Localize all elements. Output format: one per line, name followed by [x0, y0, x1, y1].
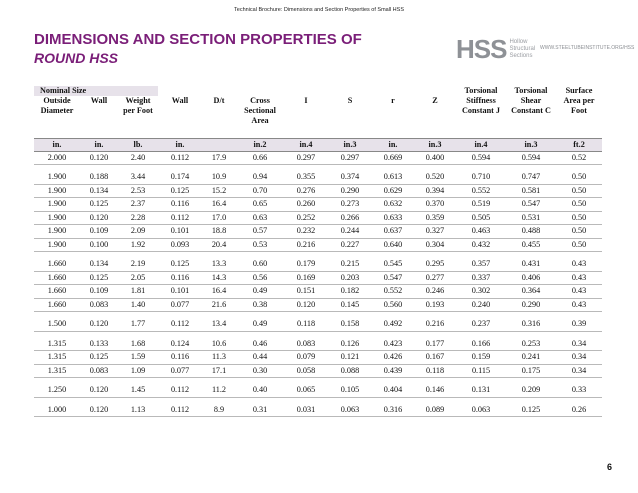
- table-cell: 0.109: [80, 225, 118, 239]
- table-row: [34, 225, 602, 239]
- table-cell: 0.215: [328, 258, 372, 271]
- table-cell: 0.355: [284, 171, 328, 184]
- table-cell: 0.131: [456, 384, 506, 397]
- table-cell: 1.315: [34, 351, 80, 365]
- table-cell: 1.660: [34, 258, 80, 271]
- column-header: Z: [432, 96, 438, 105]
- table-cell: 0.519: [456, 198, 506, 212]
- table-cell: 0.145: [328, 298, 372, 312]
- table-cell: 0.520: [414, 171, 456, 184]
- table-cell: 0.505: [456, 211, 506, 225]
- table-cell: 0.439: [372, 364, 414, 378]
- table-cell: 1.900: [34, 184, 80, 198]
- table-cell: 0.151: [284, 285, 328, 299]
- table-cell: 0.109: [80, 285, 118, 299]
- table-cell: 0.594: [456, 151, 506, 165]
- table-cell: 0.53: [236, 238, 284, 252]
- table-cell: 0.112: [158, 151, 202, 165]
- unit-cell: ft.2: [556, 138, 602, 151]
- table-cell: 0.640: [372, 238, 414, 252]
- column-header: r: [391, 96, 395, 105]
- table-cell: 0.400: [414, 151, 456, 165]
- table-cell: 0.227: [328, 238, 372, 252]
- table-cell: 0.316: [506, 318, 556, 331]
- table-cell: 13.3: [202, 258, 236, 271]
- table-cell: 0.49: [236, 318, 284, 331]
- table-cell: 0.488: [506, 225, 556, 239]
- table-cell: 0.394: [414, 184, 456, 198]
- table-cell: 0.492: [372, 318, 414, 331]
- table-cell: 0.43: [556, 271, 602, 285]
- table-cell: 0.240: [456, 298, 506, 312]
- column-header: Weight per Foot: [123, 96, 153, 115]
- table-cell: 0.547: [372, 271, 414, 285]
- running-header: Technical Brochure: Dimensions and Section Properties of Small HSS: [234, 7, 404, 13]
- table-cell: 0.112: [158, 384, 202, 397]
- logo-text-line: Structural: [509, 45, 536, 52]
- table-cell: 0.216: [284, 238, 328, 252]
- table-cell: 0.327: [414, 225, 456, 239]
- column-header: I: [304, 96, 308, 105]
- unit-cell: in.4: [456, 138, 506, 151]
- table-cell: 0.260: [284, 198, 328, 212]
- table-cell: 1.900: [34, 211, 80, 225]
- table-cell: 0.302: [456, 285, 506, 299]
- table-cell: 8.9: [202, 404, 236, 417]
- table-cell: 0.115: [456, 364, 506, 378]
- table-cell: 0.633: [372, 211, 414, 225]
- table-cell: 2.53: [118, 184, 158, 198]
- table-cell: 0.747: [506, 171, 556, 184]
- table-row: [34, 384, 602, 397]
- table-cell: 0.120: [80, 318, 118, 331]
- table-cell: 0.290: [506, 298, 556, 312]
- table-cell: 0.56: [236, 271, 284, 285]
- table-row: [34, 298, 602, 312]
- unit-cell: in.2: [236, 138, 284, 151]
- table-row: [34, 404, 602, 417]
- table-cell: 0.089: [414, 404, 456, 417]
- table-cell: 0.26: [556, 404, 602, 417]
- table-cell: 0.158: [328, 318, 372, 331]
- table-cell: 0.547: [506, 198, 556, 212]
- table-cell: 0.083: [80, 298, 118, 312]
- table-cell: 0.203: [328, 271, 372, 285]
- table-cell: 0.57: [236, 225, 284, 239]
- table-cell: 0.545: [372, 258, 414, 271]
- table-cell: 0.94: [236, 171, 284, 184]
- table-cell: 0.38: [236, 298, 284, 312]
- table-row: [34, 171, 602, 184]
- table-cell: 21.6: [202, 298, 236, 312]
- table-cell: 0.193: [414, 298, 456, 312]
- table-cell: 0.50: [556, 184, 602, 198]
- table-cell: 0.552: [456, 184, 506, 198]
- table-cell: 0.125: [158, 258, 202, 271]
- unit-cell: in.3: [414, 138, 456, 151]
- unit-cell: in.: [80, 138, 118, 151]
- unit-cell: in.: [158, 138, 202, 151]
- column-header: Torsional Shear Constant C: [511, 86, 551, 115]
- table-cell: 1.77: [118, 318, 158, 331]
- table-cell: 0.65: [236, 198, 284, 212]
- table-cell: 0.66: [236, 151, 284, 165]
- table-cell: 1.40: [118, 298, 158, 312]
- table-cell: 0.632: [372, 198, 414, 212]
- table-cell: 0.232: [284, 225, 328, 239]
- table-cell: 0.60: [236, 258, 284, 271]
- table-cell: 0.166: [456, 338, 506, 351]
- table-row: [34, 211, 602, 225]
- table-cell: 0.146: [414, 384, 456, 397]
- table-cell: 0.118: [414, 364, 456, 378]
- table-cell: 1.660: [34, 298, 80, 312]
- table-cell: 17.1: [202, 364, 236, 378]
- table-cell: 0.304: [414, 238, 456, 252]
- table-cell: 1.92: [118, 238, 158, 252]
- table-cell: 0.50: [556, 211, 602, 225]
- page-title: DIMENSIONS AND SECTION PROPERTIES OF: [34, 31, 362, 48]
- table-cell: 0.34: [556, 364, 602, 378]
- table-cell: 0.088: [328, 364, 372, 378]
- table-cell: 0.63: [236, 211, 284, 225]
- table-cell: 1.45: [118, 384, 158, 397]
- table-row: [34, 285, 602, 299]
- table-cell: 0.629: [372, 184, 414, 198]
- table-cell: 0.167: [414, 351, 456, 365]
- table-cell: 0.49: [236, 285, 284, 299]
- table-cell: 0.39: [556, 318, 602, 331]
- table-row: [34, 184, 602, 198]
- table-cell: 0.077: [158, 364, 202, 378]
- table-cell: 0.126: [328, 338, 372, 351]
- table-cell: 0.50: [556, 225, 602, 239]
- table-cell: 0.50: [556, 238, 602, 252]
- column-header: Outside Diameter: [40, 96, 74, 115]
- table-cell: 2.05: [118, 271, 158, 285]
- table-cell: 0.125: [80, 351, 118, 365]
- table-cell: 0.40: [236, 384, 284, 397]
- table-cell: 0.101: [158, 225, 202, 239]
- table-row: [34, 351, 602, 365]
- table-cell: 0.065: [284, 384, 328, 397]
- table-cell: 1.315: [34, 338, 80, 351]
- page-subtitle: ROUND HSS: [34, 50, 119, 66]
- table-cell: 17.0: [202, 211, 236, 225]
- table-cell: 0.246: [414, 285, 456, 299]
- table-cell: 0.370: [414, 198, 456, 212]
- table-cell: 0.266: [328, 211, 372, 225]
- table-cell: 17.9: [202, 151, 236, 165]
- logo-text-line: Sections: [509, 52, 533, 59]
- table-cell: 0.46: [236, 338, 284, 351]
- unit-cell: in.: [372, 138, 414, 151]
- table-cell: 0.120: [80, 151, 118, 165]
- column-header: Wall: [171, 96, 189, 105]
- table-cell: 0.105: [328, 384, 372, 397]
- nominal-size-header: Nominal Size: [34, 86, 158, 96]
- table-cell: 0.133: [80, 338, 118, 351]
- table-cell: 0.112: [158, 211, 202, 225]
- table-cell: 3.44: [118, 171, 158, 184]
- table-cell: 13.4: [202, 318, 236, 331]
- table-cell: 1.660: [34, 285, 80, 299]
- table-cell: 0.463: [456, 225, 506, 239]
- table-cell: 0.179: [284, 258, 328, 271]
- table-cell: 0.112: [158, 318, 202, 331]
- logo-url: WWW.STEELTUBEINSTITUTE.ORG/HSS: [540, 45, 635, 51]
- table-cell: 0.431: [506, 258, 556, 271]
- table-cell: 0.125: [80, 271, 118, 285]
- table-cell: 15.2: [202, 184, 236, 198]
- unit-cell: in.3: [506, 138, 556, 151]
- table-cell: 0.125: [80, 198, 118, 212]
- table-cell: 0.277: [414, 271, 456, 285]
- table-cell: 0.669: [372, 151, 414, 165]
- table-cell: 0.374: [328, 171, 372, 184]
- table-cell: 1.68: [118, 338, 158, 351]
- table-cell: 2.28: [118, 211, 158, 225]
- table-cell: 1.315: [34, 364, 80, 378]
- column-header: Surface Area per Foot: [563, 86, 595, 115]
- table-cell: 0.120: [80, 211, 118, 225]
- table-cell: 0.581: [506, 184, 556, 198]
- table-cell: 0.531: [506, 211, 556, 225]
- table-cell: 0.093: [158, 238, 202, 252]
- unit-cell: lb.: [118, 138, 158, 151]
- table-cell: 0.50: [556, 198, 602, 212]
- unit-cell: [202, 138, 236, 151]
- table-cell: 0.100: [80, 238, 118, 252]
- table-cell: 0.560: [372, 298, 414, 312]
- table-cell: 0.44: [236, 351, 284, 365]
- table-cell: 0.063: [328, 404, 372, 417]
- column-header: S: [347, 96, 353, 105]
- table-cell: 1.13: [118, 404, 158, 417]
- section-properties-table: [34, 86, 602, 417]
- table-cell: 0.083: [80, 364, 118, 378]
- table-cell: 0.43: [556, 258, 602, 271]
- table-cell: 0.120: [80, 384, 118, 397]
- table-row: [34, 271, 602, 285]
- table-cell: 0.174: [158, 171, 202, 184]
- unit-cell: in.4: [284, 138, 328, 151]
- table-row: [34, 258, 602, 271]
- table-cell: 0.273: [328, 198, 372, 212]
- table-cell: 0.134: [80, 258, 118, 271]
- table-cell: 0.43: [556, 298, 602, 312]
- table-cell: 0.613: [372, 171, 414, 184]
- table-cell: 1.900: [34, 225, 80, 239]
- table-cell: 0.552: [372, 285, 414, 299]
- table-cell: 0.063: [456, 404, 506, 417]
- table-cell: 0.116: [158, 198, 202, 212]
- table-cell: 0.079: [284, 351, 328, 365]
- table-cell: 2.09: [118, 225, 158, 239]
- hss-logo: [456, 33, 536, 64]
- table-cell: 0.52: [556, 151, 602, 165]
- table-cell: 0.404: [372, 384, 414, 397]
- table-cell: 2.19: [118, 258, 158, 271]
- table-cell: 0.169: [284, 271, 328, 285]
- table-cell: 0.031: [284, 404, 328, 417]
- table-cell: 0.337: [456, 271, 506, 285]
- table-cell: 0.295: [414, 258, 456, 271]
- table-cell: 0.43: [556, 285, 602, 299]
- table-cell: 1.500: [34, 318, 80, 331]
- table-row: [34, 238, 602, 252]
- table-cell: 0.357: [456, 258, 506, 271]
- table-cell: 1.900: [34, 198, 80, 212]
- column-header: D/t: [213, 96, 225, 105]
- table-cell: 1.000: [34, 404, 80, 417]
- table-row: [34, 338, 602, 351]
- table-cell: 1.900: [34, 171, 80, 184]
- table-cell: 0.177: [414, 338, 456, 351]
- table-cell: 0.364: [506, 285, 556, 299]
- table-cell: 0.121: [328, 351, 372, 365]
- hss-logo-text: [509, 39, 535, 60]
- table-cell: 0.244: [328, 225, 372, 239]
- table-cell: 0.237: [456, 318, 506, 331]
- table-cell: 14.3: [202, 271, 236, 285]
- hss-logo-mark: HSS: [456, 33, 507, 64]
- table-cell: 0.116: [158, 271, 202, 285]
- column-header: Torsional Stiffness Constant J: [462, 86, 500, 115]
- table-cell: 0.455: [506, 238, 556, 252]
- unit-cell: in.: [34, 138, 80, 151]
- table-cell: 0.637: [372, 225, 414, 239]
- table-cell: 0.124: [158, 338, 202, 351]
- table-cell: 0.118: [284, 318, 328, 331]
- table-cell: 0.120: [284, 298, 328, 312]
- table-cell: 0.083: [284, 338, 328, 351]
- table-cell: 0.101: [158, 285, 202, 299]
- table-cell: 0.297: [328, 151, 372, 165]
- column-header: Wall: [90, 96, 108, 105]
- table-cell: 0.594: [506, 151, 556, 165]
- table-cell: 0.134: [80, 184, 118, 198]
- table-cell: 0.290: [328, 184, 372, 198]
- table-cell: 11.3: [202, 351, 236, 365]
- table-cell: 0.182: [328, 285, 372, 299]
- table-cell: 0.297: [284, 151, 328, 165]
- table-cell: 0.70: [236, 184, 284, 198]
- table-cell: 1.81: [118, 285, 158, 299]
- table-cell: 1.59: [118, 351, 158, 365]
- table-cell: 0.175: [506, 364, 556, 378]
- units-row: [34, 138, 602, 151]
- table-cell: 0.125: [158, 184, 202, 198]
- table-cell: 2.37: [118, 198, 158, 212]
- table-row: [34, 364, 602, 378]
- column-header: Cross Sectional Area: [244, 96, 276, 125]
- table-cell: 18.8: [202, 225, 236, 239]
- table-cell: 10.6: [202, 338, 236, 351]
- table-cell: 0.188: [80, 171, 118, 184]
- table-cell: 0.077: [158, 298, 202, 312]
- table-cell: 10.9: [202, 171, 236, 184]
- table-cell: 0.125: [506, 404, 556, 417]
- table-cell: 1.09: [118, 364, 158, 378]
- table-cell: 0.423: [372, 338, 414, 351]
- table-cell: 0.34: [556, 338, 602, 351]
- table-cell: 0.359: [414, 211, 456, 225]
- table-cell: 0.50: [556, 171, 602, 184]
- table-cell: 0.710: [456, 171, 506, 184]
- table-row: [34, 318, 602, 331]
- table-cell: 0.30: [236, 364, 284, 378]
- table-cell: 0.209: [506, 384, 556, 397]
- table-row: [34, 198, 602, 212]
- table-cell: 0.432: [456, 238, 506, 252]
- table-cell: 2.000: [34, 151, 80, 165]
- table-cell: 0.276: [284, 184, 328, 198]
- table-cell: 0.159: [456, 351, 506, 365]
- table-cell: 0.112: [158, 404, 202, 417]
- table-cell: 16.4: [202, 285, 236, 299]
- table-cell: 1.900: [34, 238, 80, 252]
- table-cell: 2.40: [118, 151, 158, 165]
- unit-cell: in.3: [328, 138, 372, 151]
- table-cell: 16.4: [202, 198, 236, 212]
- table-cell: 0.34: [556, 351, 602, 365]
- page-number: 6: [606, 462, 612, 472]
- table-cell: 0.216: [414, 318, 456, 331]
- table-cell: 1.250: [34, 384, 80, 397]
- table-cell: 20.4: [202, 238, 236, 252]
- table-cell: 0.116: [158, 351, 202, 365]
- logo-text-line: Hollow: [509, 38, 528, 45]
- table-cell: 0.058: [284, 364, 328, 378]
- table-row: [34, 151, 602, 165]
- table-cell: 0.33: [556, 384, 602, 397]
- table-cell: 0.316: [372, 404, 414, 417]
- table-cell: 0.31: [236, 404, 284, 417]
- table-cell: 0.426: [372, 351, 414, 365]
- table-cell: 0.241: [506, 351, 556, 365]
- table-cell: 0.406: [506, 271, 556, 285]
- table-cell: 11.2: [202, 384, 236, 397]
- table-cell: 1.660: [34, 271, 80, 285]
- table-cell: 0.252: [284, 211, 328, 225]
- table-cell: 0.120: [80, 404, 118, 417]
- table-cell: 0.253: [506, 338, 556, 351]
